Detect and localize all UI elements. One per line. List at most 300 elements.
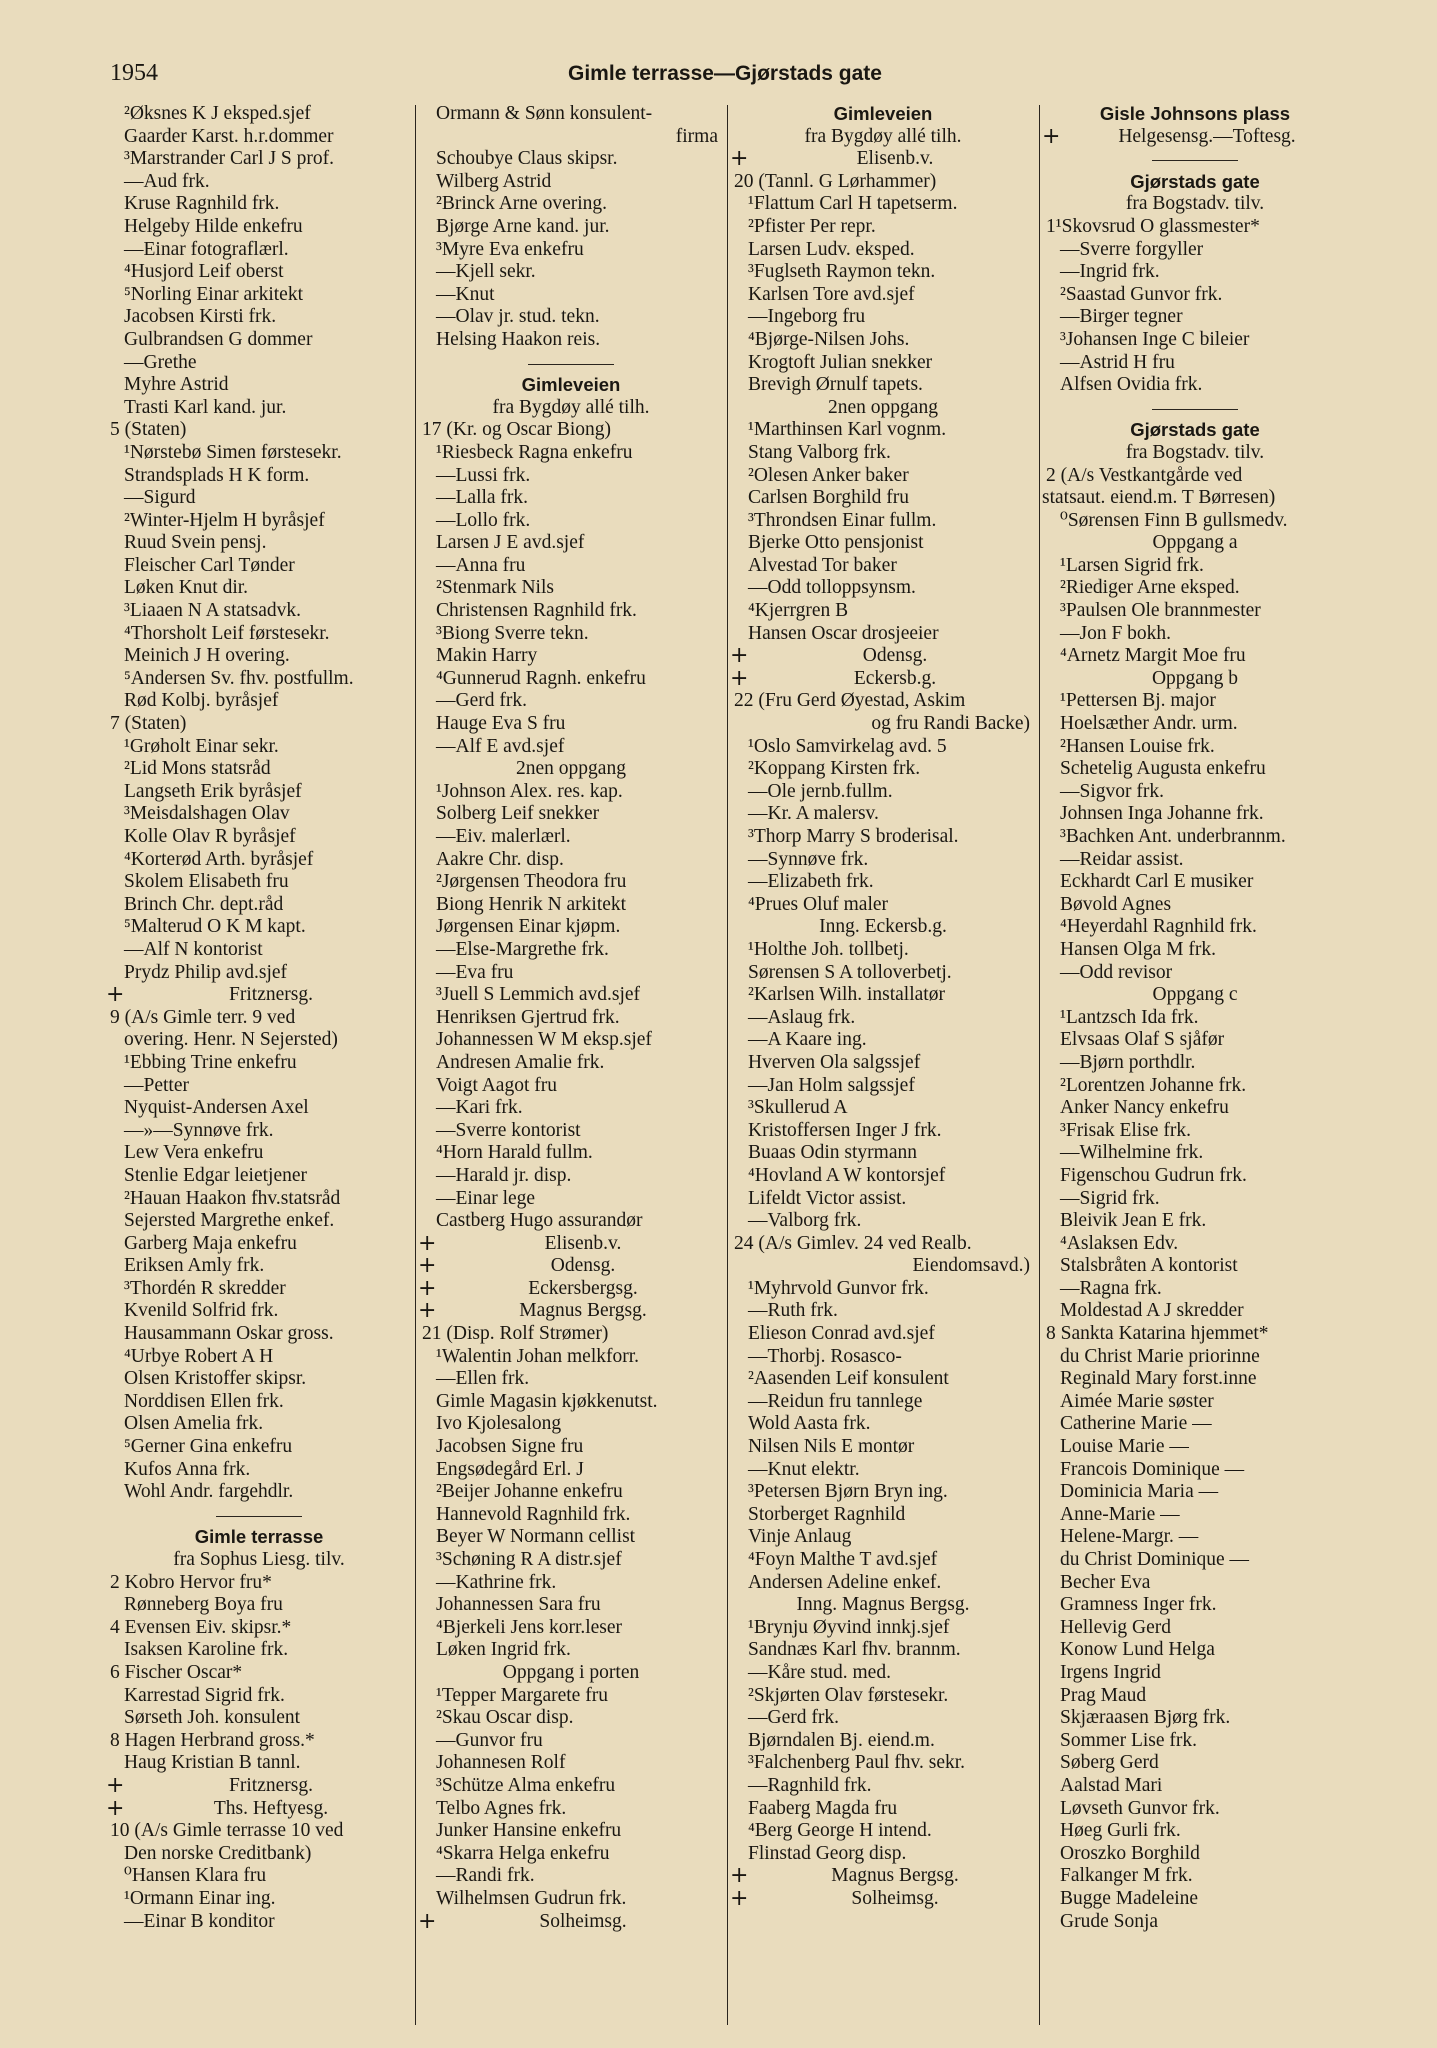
directory-entry: Becher Eva [1060,1571,1151,1593]
directory-entry: Telbo Agnes frk. [436,1797,567,1819]
directory-entry: ¹Nørstebø Simen førstesekr. [124,441,342,463]
directory-entry: Larsen J E avd.sjef [436,532,585,554]
directory-entry: ²Riediger Arne eksped. [1060,577,1240,599]
directory-entry: Stenlie Edgar leietjener [124,1164,308,1186]
cross-street [418,1911,724,1934]
directory-entry: 21 (Disp. Rolf Strømer) [422,1323,609,1345]
directory-entry: Elvsaas Olaf S sjåfør [1060,1029,1225,1051]
directory-entry: 10 (A/s Gimle terrasse 10 ved [110,1820,344,1842]
directory-entry: Figenschou Gudrun frk. [1060,1164,1247,1186]
directory-entry: Johannessen Sara fru [436,1594,601,1616]
directory-entry: Eriksen Amly frk. [124,1255,265,1277]
directory-entry: Hauge Eva S fru [436,713,566,735]
directory-entry: Andersen Adeline enkef. [748,1571,942,1593]
directory-entry: Irgens Ingrid [1060,1661,1161,1683]
directory-entry: ⁴Horn Harald fullm. [436,1142,593,1164]
directory-entry: ³Marstrander Carl J S prof. [124,148,335,170]
directory-entry: Flinstad Georg disp. [748,1842,907,1864]
directory-entry: ²Karlsen Wilh. installatør [748,984,945,1006]
directory-entry: ¹Ebbing Trine enkefru [124,1051,297,1073]
directory-entry: —Petter [124,1074,189,1096]
directory-entry: Voigt Aagot fru [436,1074,557,1096]
directory-entry: ⁰Sørensen Finn B gullsmedv. [1060,509,1288,531]
directory-entry: —Kathrine frk. [436,1571,557,1593]
directory-entry: 2nen oppgang [516,758,626,780]
cross-street [106,1798,412,1821]
directory-entry: Løken Ingrid frk. [436,1639,571,1661]
directory-entry: ⁴Aslaksen Edv. [1060,1232,1179,1254]
directory-entry: Kolle Olav R byråsjef [124,826,296,847]
directory-entry: —Kjell sekr. [436,261,536,283]
directory-entry: ³Throndsen Einar fullm. [748,509,937,531]
directory-columns [106,103,1350,2033]
directory-entry: ²Koppang Kirsten frk. [748,758,921,780]
directory-entry: Bjørndalen Bj. eiend.m. [748,1729,935,1751]
directory-entry: ³Biong Sverre tekn. [436,622,589,644]
directory-entry: ³Frisak Elise frk. [1060,1119,1191,1141]
directory-entry: Eiendomsavd.) [912,1255,1030,1277]
directory-entry: Oppgang a [1152,532,1238,554]
directory-entry: —Aslaug frk. [748,1006,856,1028]
directory-entry: —Wilhelmine frk. [1060,1142,1204,1164]
directory-entry: Bjerke Otto pensjonist [748,532,924,554]
directory-entry: ¹Marthinsen Karl vognm. [748,419,947,441]
street-heading: Gimleveien [521,374,621,396]
street-heading: Gjørstads gate [1130,419,1260,441]
cross-street-icon: + [418,1910,437,1934]
directory-entry: —Jan Holm salgssjef [748,1074,915,1096]
directory-entry: ³Petersen Bjørn Bryn ing. [748,1481,948,1503]
directory-entry: 9 (A/s Gimle terr. 9 ved [110,1006,296,1028]
directory-entry: ³Bachken Ant. underbrannm. [1060,826,1286,847]
directory-entry: —Grethe [124,351,197,373]
directory-entry: 4 Evensen Eiv. skipsr.* [110,1616,292,1638]
directory-entry: —Reidun fru tannlege [748,1390,923,1412]
cross-street [730,645,1036,668]
directory-entry: ⁴Heyerdahl Ragnhild frk. [1060,916,1257,938]
directory-entry: ¹Grøholt Einar sekr. [124,735,279,757]
directory-entry: —Ruth frk. [748,1300,838,1322]
directory-entry: ⁴Thorsholt Leif førstesekr. [124,622,330,644]
directory-entry: ²Lid Mons statsråd [124,758,271,780]
directory-entry: Schoubye Claus skipsr. [436,148,618,170]
cross-street-icon: + [1042,125,1061,149]
directory-entry: —Eva fru [436,961,514,983]
cross-street-label: Odensg. [550,1255,616,1277]
directory-entry: ⁴Prues Oluf maler [748,893,889,915]
directory-entry: 1¹Skovsrud O glassmester* [1046,215,1260,237]
directory-entry: Hansen Oscar drosjeeier [748,622,939,644]
directory-entry: Christensen Ragnhild frk. [436,600,637,622]
directory-entry: Prydz Philip avd.sjef [124,961,288,983]
cross-street-icon: + [730,1887,749,1911]
directory-entry: overing. Henr. N Sejersted) [124,1029,338,1051]
directory-entry: Meinich J H overing. [124,645,290,667]
directory-entry: —Sigrid frk. [1060,1187,1160,1209]
column-divider [727,105,728,2025]
directory-entry: Nyquist-Andersen Axel [124,1097,309,1119]
cross-street-label: Elisenb.v. [544,1232,622,1254]
directory-entry: —Sverre kontorist [436,1119,581,1141]
directory-entry: ⁴Gunnerud Ragnh. enkefru [436,667,646,689]
directory-entry: ²Brinck Arne overing. [436,193,608,215]
directory-entry: Sommer Lise frk. [1060,1729,1198,1751]
directory-entry: Isaksen Karoline frk. [124,1639,289,1661]
directory-entry: ²Lorentzen Johanne frk. [1060,1074,1247,1096]
page-title: Gimle terrasse—Gjørstads gate [568,62,882,85]
directory-entry: —Eiv. malerlærl. [436,826,571,847]
directory-entry: Kufos Anna frk. [124,1458,251,1480]
cross-street-icon: + [106,984,125,1007]
directory-entry: Jacobsen Kirsti frk. [124,306,277,328]
cross-street-icon: + [418,1300,437,1324]
cross-street-label: Elisenb.v. [856,148,934,170]
directory-entry: Larsen Ludv. eksped. [748,238,915,260]
directory-entry: Hansen Olga M frk. [1060,938,1216,960]
directory-entry: ³Thordén R skredder [124,1277,286,1299]
directory-entry: Junker Hansine enkefru [436,1820,622,1842]
directory-entry: Karrestad Sigrid frk. [124,1684,285,1706]
directory-entry: ⁵Malterud O K M kapt. [124,916,306,938]
directory-entry: Olsen Kristoffer skipsr. [124,1368,307,1390]
directory-entry: Stang Valborg frk. [748,441,891,463]
directory-entry: ⁴Arnetz Margit Moe fru [1060,645,1246,667]
directory-entry: ³Thorp Marry S broderisal. [748,826,959,847]
directory-entry: ¹Johnson Alex. res. kap. [436,780,623,802]
directory-entry: Jacobsen Signe fru [436,1436,584,1458]
directory-entry: Johannessen W M eksp.sjef [436,1029,652,1051]
directory-entry: statsaut. eiend.m. T Børresen) [1042,487,1276,509]
section-divider [106,1504,412,1527]
directory-entry: Sørseth Joh. konsulent [124,1707,301,1729]
directory-entry: —Gunvor fru [436,1729,543,1751]
directory-entry: Bøvold Agnes [1060,893,1172,915]
directory-entry: ²Aasenden Leif konsulent [748,1368,949,1390]
cross-street [730,148,1036,171]
directory-entry: ¹Larsen Sigrid frk. [1060,554,1204,576]
cross-street-icon: + [418,1232,437,1256]
directory-entry: Biong Henrik N arkitekt [436,893,627,915]
directory-entry: Hverven Ola salgssjef [748,1051,921,1073]
directory-entry: ¹Tepper Margarete fru [436,1684,608,1706]
street-heading: Gimle terrasse [194,1526,324,1548]
cross-street [730,1888,1036,1911]
page-number: 1954 [110,60,158,86]
directory-entry: 6 Fischer Oscar* [110,1661,243,1683]
directory-entry: Wilhelmsen Gudrun frk. [436,1887,627,1909]
directory-entry: Grude Sonja [1060,1910,1159,1932]
directory-entry: —Lollo frk. [436,509,531,531]
directory-entry: Hannevold Ragnhild frk. [436,1503,631,1525]
directory-entry: Engsødegård Erl. J [436,1458,584,1480]
directory-entry: Lifeldt Victor assist. [748,1187,907,1209]
cross-street-label: Helgesensg.—Toftesg. [1118,125,1296,147]
directory-entry: Oroszko Borghild [1060,1842,1200,1864]
directory-entry: —Else-Margrethe frk. [436,938,609,960]
directory-entry: Løvseth Gunvor frk. [1060,1797,1220,1819]
street-heading: Gimleveien [833,103,933,124]
street-heading: Gisle Johnsons plass [1099,103,1291,124]
directory-entry: ⁴Berg George H intend. [748,1820,932,1842]
directory-entry: ¹Riesbeck Ragna enkefru [436,441,633,463]
cross-street [1042,126,1348,149]
directory-entry: Aalstad Mari [1060,1774,1163,1796]
directory-entry: ⁴Hovland A W kontorsjef [748,1164,946,1186]
directory-entry: Vinje Anlaug [748,1526,852,1548]
directory-entry: Anne-Marie — [1060,1503,1180,1525]
directory-entry: Løken Knut dir. [124,577,249,599]
directory-entry: Storberget Ragnhild [748,1503,906,1525]
directory-entry: Johnsen Inga Johanne frk. [1060,803,1264,825]
directory-entry: Oppgang b [1151,667,1239,689]
directory-entry: ³Johansen Inge C bileier [1060,328,1250,350]
directory-entry: Jørgensen Einar kjøpm. [436,916,621,938]
directory-entry: ²Beijer Johanne enkefru [436,1481,623,1503]
cross-street-icon: + [106,1797,125,1821]
cross-street-label: Odensg. [862,645,928,667]
directory-entry: —Ole jernb.fullm. [748,780,893,802]
directory-entry: ⁵Norling Einar arkitekt [124,283,303,305]
directory-entry: Moldestad A J skredder [1060,1300,1244,1322]
directory-entry: ¹Ormann Einar ing. [124,1887,276,1909]
directory-entry: Karlsen Tore avd.sjef [748,283,915,305]
directory-entry: ⁴Foyn Malthe T avd.sjef [748,1549,938,1570]
directory-entry: Sørensen S A tolloverbetj. [748,961,952,983]
directory-entry: Solberg Leif snekker [436,803,600,825]
directory-entry: ²Øksnes K J eksped.sjef [124,103,311,124]
directory-entry: fra Bogstadv. tilv. [1125,441,1265,463]
cross-street [730,1865,1036,1888]
directory-entry: ³Schøning R A distr.sjef [436,1549,622,1570]
directory-entry: Wold Aasta frk. [748,1413,871,1435]
cross-street-label: Magnus Bergsg. [519,1300,647,1322]
directory-entry: Carlsen Borghild fru [748,487,910,509]
cross-street-icon: + [418,1277,437,1301]
directory-entry: ³Paulsen Ole brannmester [1060,600,1261,622]
directory-entry: Louise Marie — [1060,1436,1189,1458]
directory-entry: Sejersted Margrethe enkef. [124,1210,335,1232]
directory-entry: —Synnøve frk. [748,848,869,870]
directory-entry: Høeg Gurli frk. [1060,1820,1181,1842]
directory-entry: —Reidar assist. [1060,848,1184,870]
directory-entry: 7 (Staten) [110,713,187,735]
directory-entry: fra Bogstadv. tilv. [1125,193,1265,215]
directory-entry: ²Olesen Anker baker [748,464,909,486]
directory-entry: —Einar fotograflærl. [124,238,289,260]
directory-entry: 24 (A/s Gimlev. 24 ved Realb. [734,1232,972,1254]
cross-street-label: Eckersb.g. [853,667,937,689]
cross-street-label: Solheimsg. [539,1910,627,1932]
directory-entry: Aimée Marie søster [1060,1390,1214,1412]
directory-entry: —Gerd frk. [748,1707,839,1729]
directory-entry: ⁵Andersen Sv. fhv. postfullm. [124,667,354,689]
directory-entry: ¹Lantzsch Ida frk. [1060,1006,1199,1028]
directory-entry: du Christ Dominique — [1060,1549,1250,1570]
directory-entry: Elieson Conrad avd.sjef [748,1323,935,1345]
directory-entry: —Lalla frk. [436,487,529,509]
directory-entry: Gaarder Karst. h.r.dommer [124,125,334,147]
cross-street-label: Fritznersg. [229,984,313,1006]
directory-entry: Krogtoft Julian snekker [748,351,933,373]
directory-entry: —Ragnhild frk. [748,1774,872,1796]
directory-entry: —Astrid H fru [1060,351,1175,373]
directory-entry: ²Skjørten Olav førstesekr. [748,1684,949,1706]
directory-entry: —Aud frk. [124,170,210,192]
directory-entry: fra Sophus Liesg. tilv. [173,1549,345,1570]
directory-entry: —Valborg frk. [748,1210,862,1232]
directory-entry: ¹Walentin Johan melkforr. [436,1345,640,1367]
column-1 [106,103,412,2033]
directory-entry: Norddisen Ellen frk. [124,1390,284,1412]
directory-entry: ²Skau Oscar disp. [436,1707,574,1729]
cross-street-icon: + [730,645,749,668]
directory-entry: ²Stenmark Nils [436,577,554,599]
directory-entry: Kruse Ragnhild frk. [124,193,280,215]
cross-street-label: Eckersbergsg. [528,1277,638,1299]
directory-entry: Fleischer Carl Tønder [124,554,295,576]
directory-entry: Aakre Chr. disp. [436,848,564,870]
directory-entry: —Alf E avd.sjef [436,735,565,757]
directory-entry: 2 (A/s Vestkantgårde ved [1046,464,1243,486]
directory-entry: Faaberg Magda fru [748,1797,898,1819]
directory-entry: Hellevig Gerd [1060,1616,1172,1638]
directory-entry: —Ingrid frk. [1060,261,1160,283]
directory-entry: ⁵Gerner Gina enkefru [124,1436,293,1458]
directory-entry: —Knut [436,283,495,305]
directory-entry: —Lussi frk. [436,464,531,486]
directory-entry: Bugge Madeleine [1060,1887,1199,1909]
directory-entry: Alfsen Ovidia frk. [1060,374,1203,396]
directory-entry: —Anna fru [436,554,526,576]
directory-entry: —Thorbj. Rosasco- [748,1345,902,1367]
cross-street-label: Solheimsg. [851,1887,939,1909]
directory-entry: Ivo Kjolesalong [436,1413,562,1435]
column-3 [730,103,1036,2033]
cross-street [418,1233,724,1256]
column-4 [1042,103,1348,2033]
directory-entry: Skjæraasen Bjørg frk. [1060,1707,1231,1729]
directory-entry: —Einar B konditor [124,1910,275,1932]
directory-entry: Strandsplads H K form. [124,464,310,486]
cross-street-label: Fritznersg. [229,1774,313,1796]
directory-entry: —Jon F bokh. [1060,622,1172,644]
column-2 [418,103,724,2033]
directory-entry: ⁴Korterød Arth. byråsjef [124,848,314,870]
directory-entry: Bjørge Arne kand. jur. [436,215,610,237]
directory-entry: ²Winter-Hjelm H byråsjef [124,509,325,531]
directory-entry: 5 (Staten) [110,419,187,441]
directory-entry: —Ragna frk. [1060,1277,1162,1299]
directory-entry: du Christ Marie priorinne [1060,1345,1260,1367]
cross-street-icon: + [730,1865,749,1888]
directory-entry: 8 Hagen Herbrand gross.* [110,1729,315,1751]
directory-entry: —Harald jr. disp. [436,1164,572,1186]
directory-entry: Bleivik Jean E frk. [1060,1210,1207,1232]
directory-entry: —Knut elektr. [748,1458,860,1480]
directory-entry: Hausammann Oskar gross. [124,1323,334,1345]
cross-street-icon: + [418,1255,437,1278]
section-divider [1042,148,1348,171]
directory-entry: ²Pfister Per repr. [748,215,876,237]
directory-entry: ⁴Skarra Helga enkefru [436,1842,610,1864]
street-heading: Gjørstads gate [1130,170,1260,192]
directory-entry: —Gerd frk. [436,690,527,712]
directory-entry: 22 (Fru Gerd Øyestad, Askim [734,690,966,712]
directory-entry: ²Saastad Gunvor frk. [1060,283,1223,305]
directory-entry: Inng. Magnus Bergsg. [796,1594,970,1616]
directory-entry: —Ingeborg fru [748,306,866,328]
directory-entry: 8 Sankta Katarina hjemmet* [1046,1323,1269,1345]
directory-entry: —Birger tegner [1060,306,1183,328]
cross-street [418,1278,724,1301]
directory-entry: ¹Holthe Joh. tollbetj. [748,938,909,960]
directory-entry: ³Meisdalshagen Olav [124,803,290,825]
directory-entry: —Sigvor frk. [1060,780,1164,802]
directory-entry: Myhre Astrid [124,374,229,396]
directory-entry: Gimle Magasin kjøkkenutst. [436,1390,658,1412]
directory-entry: ⁰Hansen Klara fru [124,1865,267,1887]
directory-entry: ⁴Bjerkeli Jens korr.leser [436,1616,623,1638]
directory-entry: Alvestad Tor baker [748,554,897,576]
directory-entry: Oppgang c [1152,984,1238,1006]
directory-entry: Rød Kolbj. byråsjef [124,690,279,712]
directory-entry: —Sverre forgyller [1060,238,1204,260]
directory-entry: 2nen oppgang [828,396,938,418]
directory-entry: ²Hauan Haakon fhv.statsråd [124,1187,341,1209]
directory-entry: og fru Randi Backe) [871,713,1030,735]
directory-entry: Helgeby Hilde enkefru [124,215,303,237]
directory-entry: ³Myre Eva enkefru [436,238,584,260]
section-divider [1042,397,1348,420]
directory-entry: —Einar lege [436,1187,536,1209]
directory-entry: Helsing Haakon reis. [436,328,601,350]
directory-entry: ³Juell S Lemmich avd.sjef [436,984,641,1006]
cross-street-icon: + [106,1774,125,1798]
directory-entry: fra Bygdøy allé tilh. [804,125,962,147]
directory-entry: Oppgang i porten [502,1661,640,1683]
directory-entry: Johannesen Rolf [436,1752,566,1774]
directory-entry: Eckhardt Carl E musiker [1060,871,1254,893]
directory-entry: —Odd tolloppsynsm. [748,577,916,599]
cross-street [730,668,1036,691]
directory-entry: Stalsbråten A kontorist [1060,1255,1238,1277]
directory-entry: Makin Harry [436,645,538,667]
directory-entry: Buaas Odin styrmann [748,1142,917,1164]
directory-entry: ¹Pettersen Bj. major [1060,690,1216,712]
directory-entry: Castberg Hugo assurandør [436,1210,643,1232]
directory-entry: firma [675,125,718,147]
directory-entry: ³Skullerud A [748,1097,848,1119]
directory-entry: ¹Brynju Øyvind innkj.sjef [748,1616,950,1638]
directory-entry: ²Jørgensen Theodora fru [436,871,627,893]
directory-entry: ¹Oslo Samvirkelag avd. 5 [748,735,947,757]
directory-entry: ⁴Urbye Robert A H [124,1345,274,1367]
directory-entry: ³Fuglseth Raymon tekn. [748,261,936,283]
directory-entry: Helene-Margr. — [1060,1526,1199,1548]
directory-entry: Lew Vera enkefru [124,1142,264,1164]
directory-entry: Garberg Maja enkefru [124,1232,297,1254]
cross-street-icon: + [730,667,749,691]
cross-street-label: Ths. Heftyesg. [213,1797,329,1819]
directory-entry: —Kåre stud. med. [748,1661,891,1683]
directory-entry: 17 (Kr. og Oscar Biong) [422,419,612,441]
section-divider [418,352,724,375]
directory-entry: Konow Lund Helga [1060,1639,1215,1661]
cross-street-icon: + [730,148,749,171]
directory-entry: —Kr. A malersv. [748,803,879,825]
directory-entry: 20 (Tannl. G Lørhammer) [734,170,937,192]
page-header [110,60,1340,94]
